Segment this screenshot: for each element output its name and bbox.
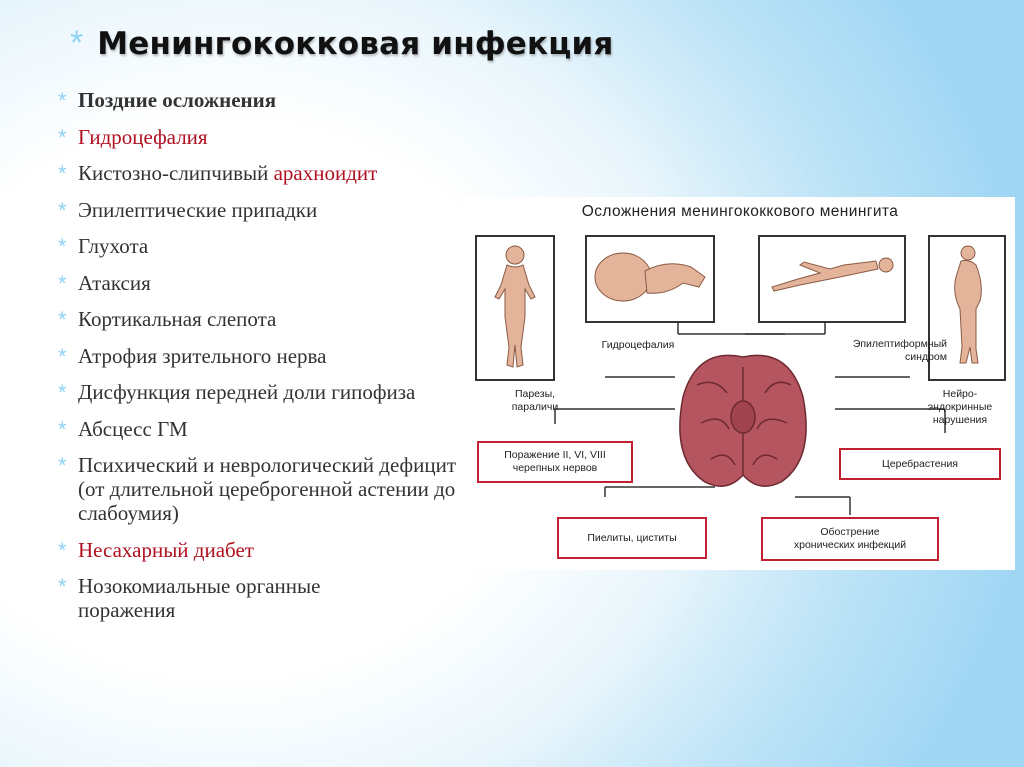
asterisk-icon: * [58, 124, 67, 150]
bullet-list [58, 88, 468, 635]
paresis-label: Парезы, параличи [511, 388, 559, 413]
asterisk-icon: * [58, 197, 67, 223]
list-item-text: Психический и неврологический дефицит (от длительной цереброгенной астении до слабоумия) [78, 453, 457, 525]
list-item [58, 417, 468, 441]
list-item-text: Атаксия [78, 270, 151, 295]
list-item [58, 125, 468, 149]
asterisk-icon: * [58, 416, 67, 442]
list-item [58, 574, 408, 622]
hydrocephalus-label: Гидроцефалия [601, 339, 675, 351]
list-item-text: Эпилептические припадки [78, 197, 318, 222]
asterisk-icon: * [58, 453, 67, 478]
complications-diagram [465, 197, 1015, 570]
asterisk-icon: * [58, 380, 67, 405]
brain-image [465, 197, 1015, 570]
asterisk-icon: * [58, 343, 67, 369]
asterisk-icon: * [58, 88, 67, 113]
list-item-text: Поздние осложнения [78, 88, 277, 112]
list-item-text-highlight: арахноидит [273, 161, 378, 185]
list-item-text: Кортикальная слепота [78, 307, 277, 331]
list-item-text: Несахарный диабет [78, 537, 254, 562]
asterisk-icon: * [58, 307, 67, 332]
list-item-text: Кистозно-слипчивый [78, 161, 274, 185]
list-item-text: Глухота [78, 234, 149, 258]
list-item [58, 453, 478, 525]
list-item [58, 344, 468, 368]
cranial-nerves-box: Поражение II, VI, VIII черепных нервов [477, 441, 633, 483]
diagram-title: Осложнения менингококкового менингита [581, 203, 899, 220]
list-item-text: Гидроцефалия [78, 124, 208, 149]
asterisk-icon: * [58, 161, 67, 186]
list-item-text: Абсцесс ГМ [78, 416, 188, 441]
asterisk-icon: * [58, 234, 67, 259]
list-item [58, 380, 418, 404]
chronic-infections-box: Обострение хронических инфекций [761, 517, 939, 561]
epileptiform-label: Эпилептиформный синдром [852, 338, 947, 363]
list-item [58, 234, 468, 258]
list-item [58, 271, 468, 295]
asterisk-icon: * [70, 24, 84, 62]
list-item-text: Нозокомиальные органные поражения [78, 574, 321, 622]
neuroendocrine-label: Нейро- эндокринные нарушения [927, 388, 993, 426]
cerebrasthenia-box: Церебрастения [839, 448, 1001, 480]
asterisk-icon: * [58, 537, 67, 563]
list-item [58, 307, 468, 331]
list-item-text: Атрофия зрительного нерва [78, 343, 327, 368]
asterisk-icon: * [58, 270, 67, 296]
title-bar [70, 24, 613, 63]
page-title: Менингококковая инфекция [97, 26, 614, 62]
list-item [58, 538, 468, 562]
list-item-text: Дисфункция передней доли гипофиза [78, 380, 416, 404]
pyelitis-box: Пиелиты, циститы [557, 517, 707, 559]
list-item [58, 88, 468, 112]
asterisk-icon: * [58, 574, 67, 599]
list-item [58, 198, 468, 222]
list-item [58, 161, 468, 185]
